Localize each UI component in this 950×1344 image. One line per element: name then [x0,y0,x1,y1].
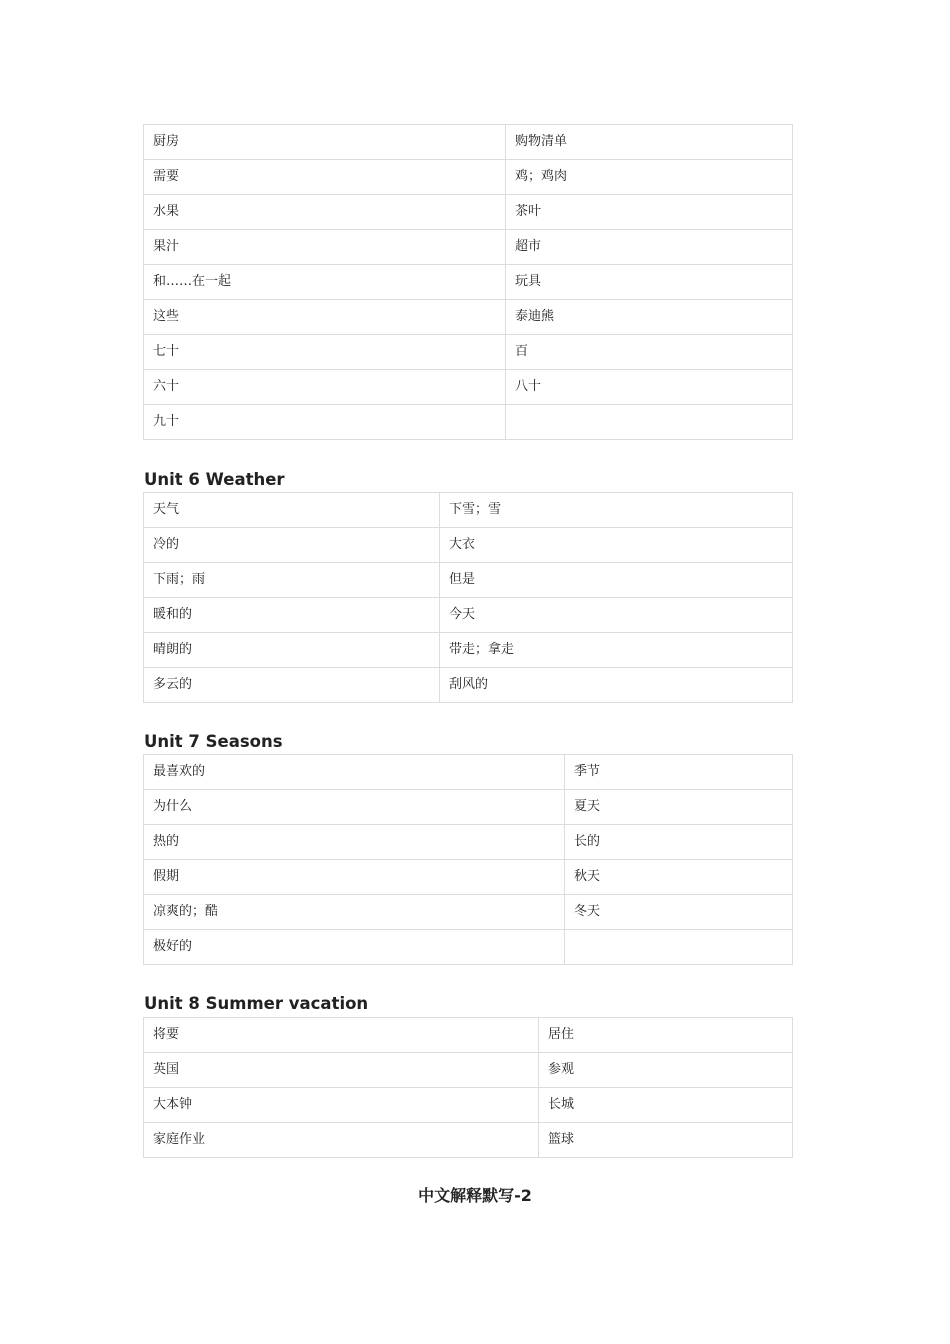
table-row [144,930,793,965]
unit7-vocab-table [143,754,793,965]
unit8-heading: Unit 8 Summer vacation [144,994,369,1013]
table-row [144,370,793,405]
table-row [144,160,793,195]
table-row [144,493,793,528]
table-row [144,668,793,703]
table-cell: 七十 [144,335,506,370]
table-row [144,895,793,930]
table-cell: 将要 [144,1018,539,1053]
table-cell: 多云的 [144,668,440,703]
table-cell: 玩具 [506,265,793,300]
table-row [144,1018,793,1053]
unit6-vocab-table [143,492,793,703]
table-row [144,1053,793,1088]
table-cell: 凉爽的；酷 [144,895,565,930]
table-cell: 秋天 [565,860,793,895]
table-cell: 泰迪熊 [506,300,793,335]
table-cell: 下雨；雨 [144,563,440,598]
table-cell: 夏天 [565,790,793,825]
table-row [144,300,793,335]
table-cell: 参观 [539,1053,793,1088]
table-row [144,1123,793,1158]
table-cell: 这些 [144,300,506,335]
table-cell: 长城 [539,1088,793,1123]
table-cell: 鸡；鸡肉 [506,160,793,195]
table-row [144,405,793,440]
table-cell: 八十 [506,370,793,405]
page-footer-title: 中文解释默写-2 [418,1186,532,1205]
table-cell: 最喜欢的 [144,755,565,790]
table-cell: 百 [506,335,793,370]
table-cell: 六十 [144,370,506,405]
table-cell: 家庭作业 [144,1123,539,1158]
table-cell [506,405,793,440]
table-cell: 长的 [565,825,793,860]
table-cell: 晴朗的 [144,633,440,668]
unit5-vocab-table [143,124,793,440]
table-row [144,1088,793,1123]
table-row [144,860,793,895]
table-cell: 居住 [539,1018,793,1053]
table-cell: 下雪；雪 [440,493,793,528]
table-cell: 热的 [144,825,565,860]
table-row [144,230,793,265]
table-cell: 购物清单 [506,125,793,160]
table-cell: 篮球 [539,1123,793,1158]
table-cell: 但是 [440,563,793,598]
table-cell: 厨房 [144,125,506,160]
table-row [144,195,793,230]
table-cell [565,930,793,965]
table-row [144,335,793,370]
table-cell: 冷的 [144,528,440,563]
table-cell: 和……在一起 [144,265,506,300]
table-row [144,125,793,160]
table-cell: 为什么 [144,790,565,825]
table-cell: 极好的 [144,930,565,965]
table-row [144,755,793,790]
table-cell: 天气 [144,493,440,528]
table-cell: 果汁 [144,230,506,265]
table-cell: 超市 [506,230,793,265]
table-cell: 九十 [144,405,506,440]
table-row [144,265,793,300]
unit7-heading: Unit 7 Seasons [144,732,283,751]
table-cell: 大衣 [440,528,793,563]
table-row [144,598,793,633]
table-cell: 带走；拿走 [440,633,793,668]
table-row [144,633,793,668]
table-cell: 刮风的 [440,668,793,703]
table-cell: 需要 [144,160,506,195]
table-cell: 暖和的 [144,598,440,633]
table-cell: 英国 [144,1053,539,1088]
table-row [144,528,793,563]
table-row [144,790,793,825]
table-cell: 季节 [565,755,793,790]
table-row [144,825,793,860]
unit8-vocab-table [143,1017,793,1158]
table-cell: 水果 [144,195,506,230]
table-cell: 假期 [144,860,565,895]
table-cell: 茶叶 [506,195,793,230]
table-cell: 冬天 [565,895,793,930]
table-cell: 大本钟 [144,1088,539,1123]
unit6-heading: Unit 6 Weather [144,470,285,489]
table-row [144,563,793,598]
table-cell: 今天 [440,598,793,633]
